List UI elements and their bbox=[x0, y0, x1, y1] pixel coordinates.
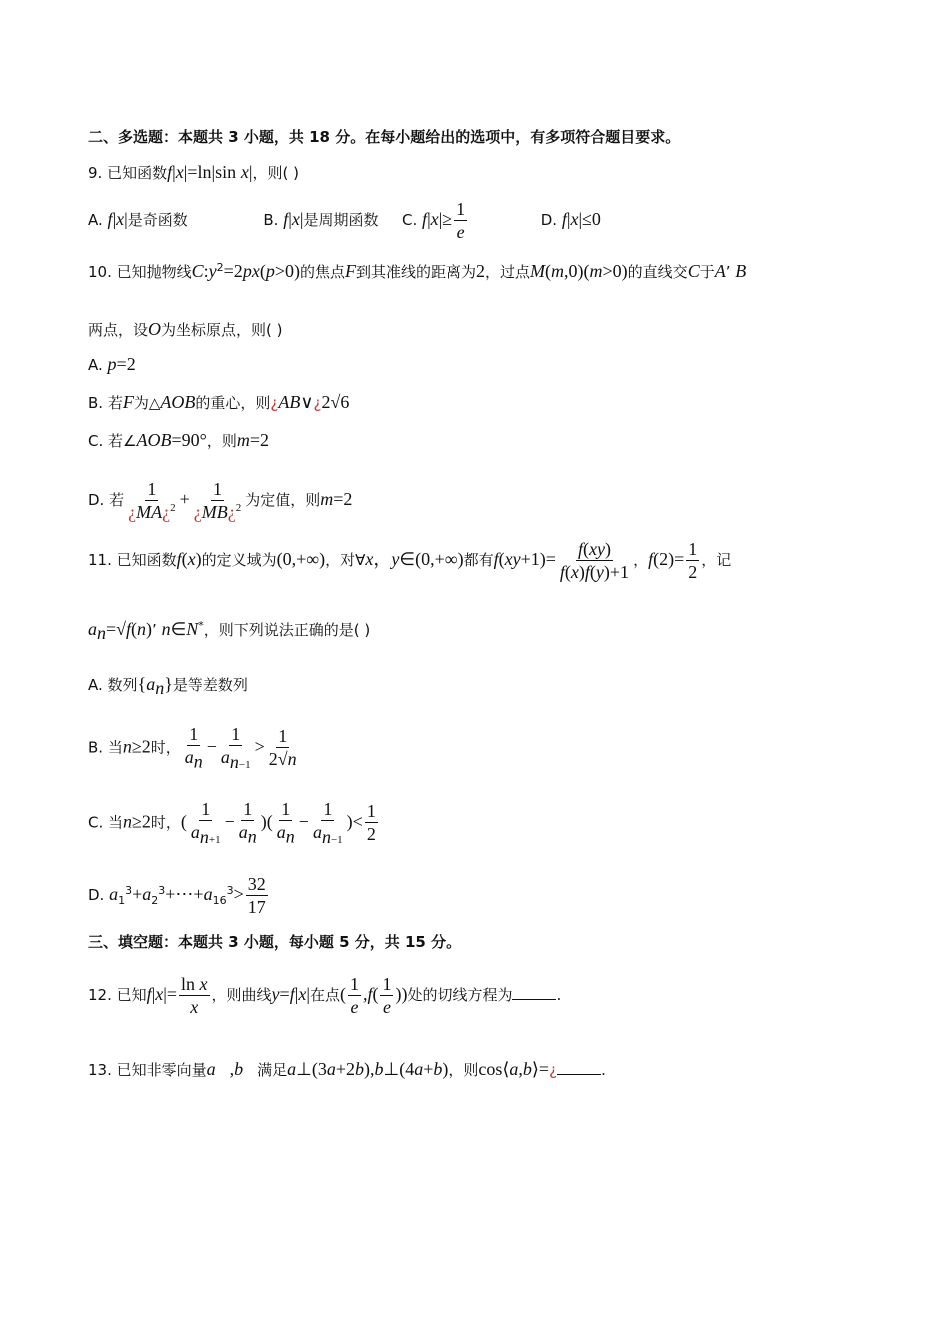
question-10-stem-line2: 两点，设O为坐标原点，则( ) bbox=[88, 319, 283, 339]
question-10-stem: 10. 已知抛物线$C:y^2=2px(p>0)$的焦点F到其准线的距离为2，过点M(m,0)(m>0)的直线交C于A’ B bbox=[88, 261, 747, 281]
answer-blank bbox=[557, 1074, 601, 1075]
q10-option-a: A. p=2 bbox=[88, 354, 136, 374]
q11-option-a: A. 数列$\{a_n\}$是等差数列 bbox=[88, 674, 248, 698]
q9-option-c: C. f|x|≥ $\frac{1}{e}$ bbox=[402, 199, 466, 242]
question-12: 12. 已知f|x|= $\frac{\text{ln x}}{x}$ ，则曲线y=f|x|在点( $\frac{1}{e}$ ,f( $\frac{1}{e}$ ))处的切线方程为 . bbox=[88, 974, 562, 1017]
q11-option-d: D. $a_1^3+a_2^3+\cdots+a_{16}^3>$ $\frac{32}{17}$ bbox=[88, 874, 266, 917]
answer-blank bbox=[512, 999, 556, 1000]
q11-option-b: B. 当n≥2时， $\frac{1}{a_n}$ − $\frac{1}{a_{n-1}}$ > $\frac{1}{2√n}$ bbox=[88, 724, 297, 772]
q10-option-c: C. 若∠AOB=90°，则m=2 bbox=[88, 430, 269, 450]
section-2-header: 二、多选题：本题共 3 小题，共 18 分。在每小题给出的选项中，有多项符合题目要求。 bbox=[88, 128, 681, 146]
question-9-options bbox=[88, 200, 601, 241]
q11-option-c: C. 当n≥2时，( $\frac{1}{a_{n+1}}$ − $\frac{1}{a_n}$ )( $\frac{1}{a_n}$ − $\frac{1}{a_{n-1}}$ )< $\frac{1}{2}$ bbox=[88, 799, 376, 847]
question-11-stem-line2: $a_n=√f(n)$’ n∈N*，则下列说法正确的是( ) bbox=[88, 619, 371, 643]
question-9-stem: 9. 已知函数f|x|=ln|sin x|，则( ) bbox=[88, 162, 299, 182]
q9-option-b: B. f|x|是周期函数 bbox=[263, 209, 379, 229]
q10-option-d: D. 若 $\frac{1}{¿MA¿^2}$ + $\frac{1}{¿MB¿^2}$ 为定值，则m=2 bbox=[88, 479, 353, 522]
q10-option-b: B. 若F为△AOB的重心，则¿AB∨¿2√6 bbox=[88, 392, 350, 412]
question-11-stem: 11. 已知函数f(x)的定义域为(0,+∞)，对∀x，y∈(0,+∞)都有f(xy+1)= $\frac{f(xy)}{f(x)f(y)+1}$ ，f(2)= $\frac{1}{2}$ ，记 bbox=[88, 539, 732, 582]
q9-option-a: A. f|x|是奇函数 bbox=[88, 209, 188, 229]
q9-option-d: D. f|x|≤0 bbox=[540, 209, 601, 229]
question-13: 13. 已知非零向量a⃗,b⃗满足a⊥(3a+2b),b⊥(4a+b)，则cos⟨a,b⟩=¿ . bbox=[88, 1059, 606, 1079]
section-3-header: 三、填空题：本题共 3 小题，每小题 5 分，共 15 分。 bbox=[88, 933, 462, 951]
